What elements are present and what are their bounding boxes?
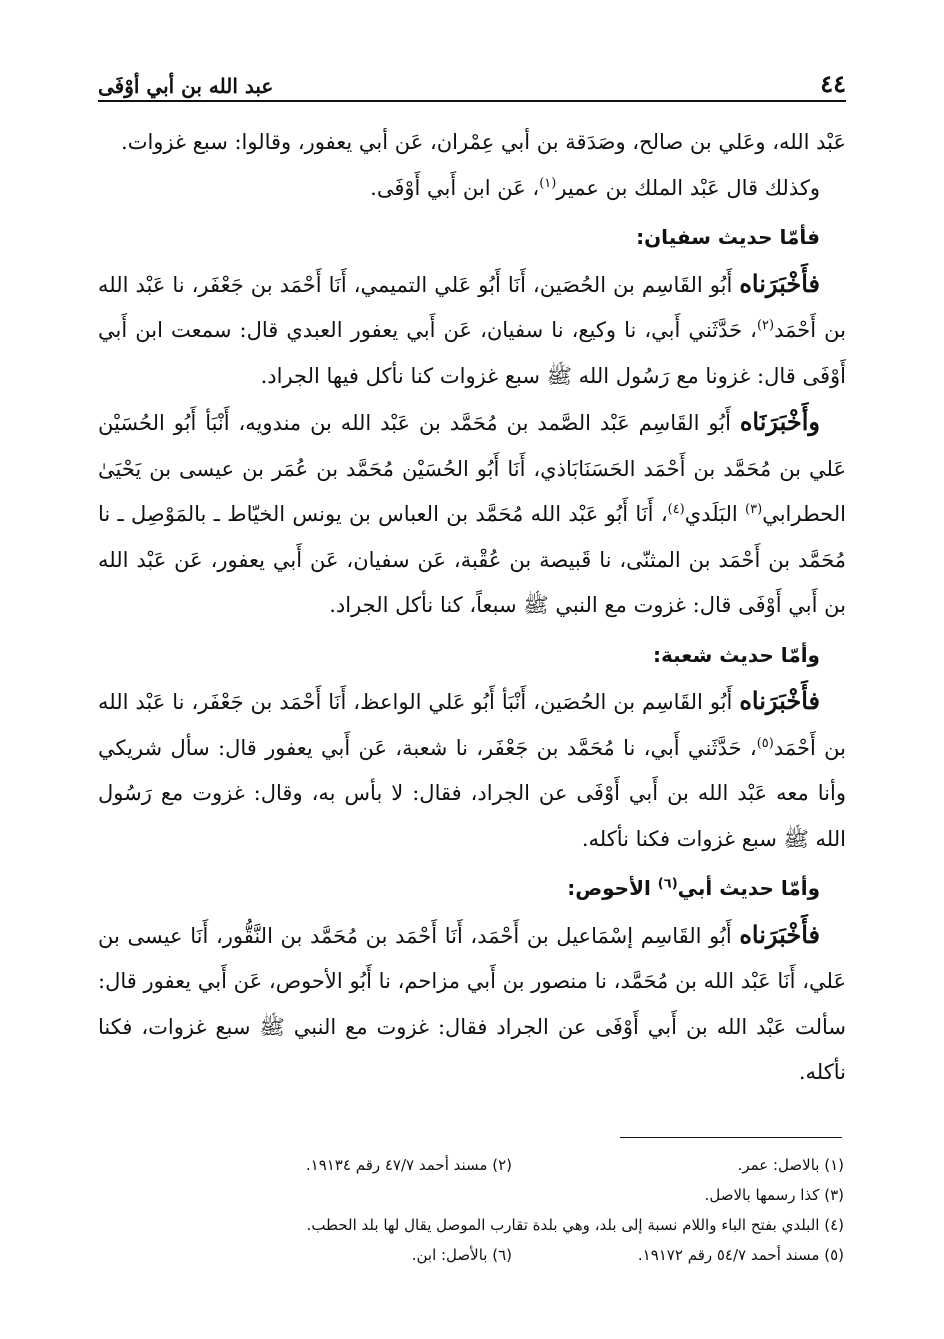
section-heading: وأمّا حديث شعبة: — [652, 642, 820, 667]
footnote: (٤) البلدي بفتح الباء واللام نسبة إلى بلد، وهي بلدة تقارب الموصل يقال لها بلد الحطب. — [306, 1216, 844, 1234]
footnote-row — [180, 1150, 844, 1180]
footnote-ref: (١) — [539, 175, 557, 191]
paragraph-text: عَبْد الله، وعَلي بن صالح، وصَدَقة بن أبي عِمْران، عَن أبي يعفور، وقالوا: سبع غزوات. — [121, 130, 846, 154]
footnote: (٥) مسند أحمد ٥٤/٧ رقم ١٩١٧٢. — [637, 1246, 844, 1264]
heading-text: الأحوص: — [567, 876, 658, 900]
heading-text: وأمّا حديث أبي — [677, 876, 820, 900]
page-number: ٤٤ — [820, 69, 846, 98]
paragraph — [98, 120, 846, 166]
footnote: (٦) بالأصل: ابن. — [411, 1246, 512, 1264]
footnotes — [180, 1150, 844, 1270]
paragraph-text: أَبُو القَاسِم إسْمَاعيل بن أَحْمَد، أَنَا أَحْمَد بن مُحَمَّد بن النَّقُّور، أَنَا عيسى بن عَلي، أَنَا عَبْد الله بن مُحَمَّد، نا منصور بن أَبي مزاحم، نا أَبُو الأحوص، عَن أَبي يعفور قال: سألت عَبْد الله بن أَبي أَوْفَى عن الجراد فقال: غزوت مع النبي ﷺ سبع غزوات، فكنا نأكله. — [98, 923, 846, 1084]
footnote-row — [180, 1180, 844, 1210]
paragraph-text: ، حَدَّثَني أَبي، نا مُحَمَّد بن جَعْفَر، نا شعبة، عَن أَبي يعفور قال: سأل شريكي وأنا معه عَبْد الله بن أَبي أَوْفَى عن الجراد، فقال: لا بأس به، وقال: غزوت مع رَسُول الله ﷺ سبع غزوات فكنا نأكله. — [98, 735, 846, 851]
paragraph — [98, 261, 846, 400]
paragraph-text: أَبُو القَاسِم بن الحُصَين، أَنْبَأ أَبُو عَلي الواعظ، أَنَا أَحْمَد بن جَعْفَر، نا عَبْد الله بن أَحْمَد — [98, 690, 846, 760]
footnote-ref: (٣) — [745, 502, 763, 517]
footnote-ref: (٢) — [756, 318, 775, 333]
footnote-row — [180, 1240, 844, 1270]
footnote-rule — [620, 1137, 842, 1138]
paragraph-text: ، عَن ابن أَبي أَوْفَى. — [370, 175, 540, 200]
footnote-row — [180, 1210, 844, 1240]
header-rule — [98, 100, 846, 102]
footnote: (٣) كذا رسمها بالاصل. — [704, 1186, 844, 1204]
paragraph-text: البَلَدي — [684, 502, 746, 526]
footnote-ref: (٦) — [657, 876, 678, 892]
isnad-lead: فأَخْبَرَناه — [739, 686, 820, 715]
running-title: عبد الله بن أبي أوْفَى — [98, 74, 274, 98]
page-header — [98, 58, 846, 98]
paragraph — [98, 678, 846, 862]
footnote: (٢) مسند أحمد ٤٧/٧ رقم ١٩١٣٤. — [305, 1156, 512, 1174]
isnad-lead: وأَخْبَرَنَاه — [739, 407, 820, 436]
main-text — [98, 120, 846, 1096]
paragraph-text: أَبُو القَاسِم عَبْد الصَّمد بن مُحَمَّد بن عَبْد الله بن مندويه، أَنْبَأ أَبُو الحُسَيْن عَلي بن مُحَمَّد بن أَحْمَد الحَسَنَابَاذي، أَنَا أَبُو الحُسَيْن مُحَمَّد بن عُمَر بن عيسى بن يَحْيَىٰ الحطرابي — [98, 411, 846, 526]
footnote-ref: (٥) — [756, 735, 774, 751]
section-heading — [98, 866, 846, 912]
paragraph — [98, 912, 846, 1096]
footnote-ref: (٤) — [667, 502, 685, 517]
paragraph — [98, 399, 846, 629]
paragraph-text: وكذلك قال عَبْد الملك بن عمير — [556, 175, 820, 200]
paragraph — [98, 166, 846, 212]
paragraph-text: ، أَنَا أَبُو عَبْد الله مُحَمَّد بن العباس بن يونس الخيّاط ـ بالمَوْصِل ـ نا مُحَمَّد بن أَحْمَد بن المثنّى، نا قَبيصة بن عُقْبة، عَن سفيان، عَن أَبي يعفور، عَن عَبْد الله بن أَبي أَوْفَى قال: غزوت مع النبي ﷺ سبعاً، كنا نأكل الجراد. — [98, 502, 846, 617]
section-heading: فأمّا حديث سفيان: — [636, 225, 820, 249]
paragraph-text: أَبُو القَاسِم بن الحُصَين، أَنَا أَبُو عَلي التميمي، أَنَا أَحْمَد بن جَعْفَر، نا عَبْد الله بن أَحْمَد — [98, 272, 846, 342]
footnote: (١) بالاصل: عمر. — [737, 1156, 844, 1174]
paragraph-text: ، حَدَّثَني أَبي، نا وكيع، نا سفيان، عَن أَبي يعفور العبدي قال: سمعت ابن أَبي أَوْفَى قال: غزونا مع رَسُول الله ﷺ سبع غزوات كنا نأكل فيها الجراد. — [98, 318, 846, 388]
isnad-lead: فأَخْبَرَناه — [739, 919, 820, 949]
isnad-lead: فأَخْبَرَناه — [739, 268, 820, 298]
